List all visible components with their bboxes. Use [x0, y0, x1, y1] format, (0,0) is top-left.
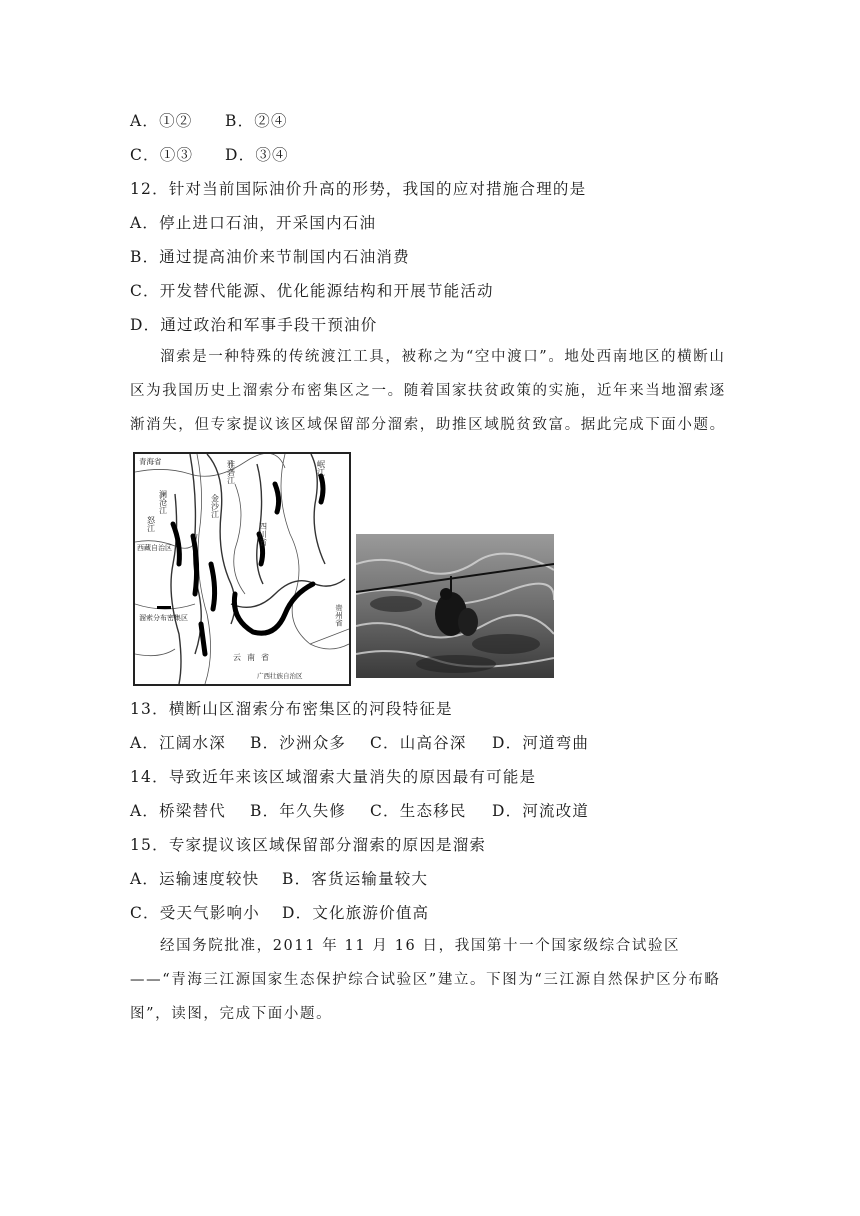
hengduan-map-svg — [135, 454, 349, 684]
passage-sanjiangyuan-text: 经国务院批准，2011 年 11 月 16 日，我国第十一个国家级综合试验区——“青海三江源国家生态保护综合试验区”建立。下图为“三江源自然保护区分布略图”，读图，完成下面小题。 — [130, 938, 721, 1022]
map-label-min: 岷江 — [316, 460, 326, 476]
map-label-yalong: 雅砻江 — [226, 460, 236, 484]
q13-options — [130, 733, 589, 753]
q12-option-a: A．停止进口石油，开采国内石油 — [130, 214, 377, 232]
q14-option-a: A．桥梁替代 — [130, 802, 226, 820]
q13-option-d: D．河道弯曲 — [492, 734, 590, 752]
q11-options-row-1 — [130, 111, 288, 131]
ropeway-photo-svg — [356, 534, 554, 678]
map-label-lancang: 澜沧江 — [158, 490, 168, 514]
q11-options-row-2 — [130, 145, 289, 165]
q12-option-d: D．通过政治和军事手段干预油价 — [130, 316, 378, 334]
map-label-nu: 怒江 — [146, 516, 156, 532]
q15-option-b: B．客货运输量较大 — [282, 870, 429, 888]
q11-option-d: D．③④ — [225, 146, 289, 164]
q13-stem: 13．横断山区溜索分布密集区的河段特征是 — [130, 700, 453, 718]
map-label-guizhou: 贵州省 — [334, 604, 344, 627]
q14-stem: 14．导致近年来该区域溜索大量消失的原因最有可能是 — [130, 768, 537, 786]
q12-option-b: B．通过提高油价来节制国内石油消费 — [130, 248, 410, 266]
map-label-sichuan: 四川省 — [258, 522, 268, 546]
hengduan-map — [133, 452, 351, 686]
q15-stem: 15．专家提议该区域保留部分溜索的原因是溜索 — [130, 836, 487, 854]
q14-option-d: D．河流改道 — [492, 802, 590, 820]
ropeway-photo — [356, 534, 554, 678]
q15-options-row-1 — [130, 869, 428, 889]
passage-sanjiangyuan — [130, 929, 736, 1031]
q15-option-a: A．运输速度较快 — [130, 870, 260, 888]
q13-option-b: B．沙洲众多 — [250, 734, 347, 752]
q14-option-c: C．生态移民 — [370, 802, 467, 820]
map-label-guangxi: 广西壮族自治区 — [257, 672, 303, 680]
q15-option-d: D．文化旅游价值高 — [282, 904, 430, 922]
q15-options-row-2 — [130, 903, 429, 923]
q14-options — [130, 801, 589, 821]
q11-option-c: C．①③ — [130, 146, 194, 164]
map-legend-label: 溜索分布密集区 — [139, 614, 188, 622]
q11-option-a: A．①② — [130, 112, 193, 130]
q13-option-a: A．江阔水深 — [130, 734, 226, 752]
map-label-xizang: 西藏自治区 — [137, 544, 172, 552]
q12-option-c: C．开发替代能源、优化能源结构和开展节能活动 — [130, 282, 494, 300]
map-label-qinghai: 青海省 — [139, 457, 162, 466]
map-label-jinsha: 金沙江 — [210, 494, 220, 518]
map-label-yunnan: 云南省 — [233, 653, 275, 662]
passage-ropeway — [130, 340, 736, 442]
map-legend-swatch — [157, 606, 171, 609]
q15-option-c: C．受天气影响小 — [130, 904, 260, 922]
q12-stem: 12．针对当前国际油价升高的形势，我国的应对措施合理的是 — [130, 180, 587, 198]
q11-option-b: B．②④ — [225, 112, 288, 130]
passage-ropeway-text: 溜索是一种特殊的传统渡江工具，被称之为“空中渡口”。地处西南地区的横断山区为我国历史上溜索分布密集区之一。随着国家扶贫政策的实施，近年来当地溜索逐渐消失，但专家提议该区域保留部分溜索，助推区域脱贫致富。据此完成下面小题。 — [130, 349, 726, 433]
q14-option-b: B．年久失修 — [250, 802, 347, 820]
q13-option-c: C．山高谷深 — [370, 734, 467, 752]
